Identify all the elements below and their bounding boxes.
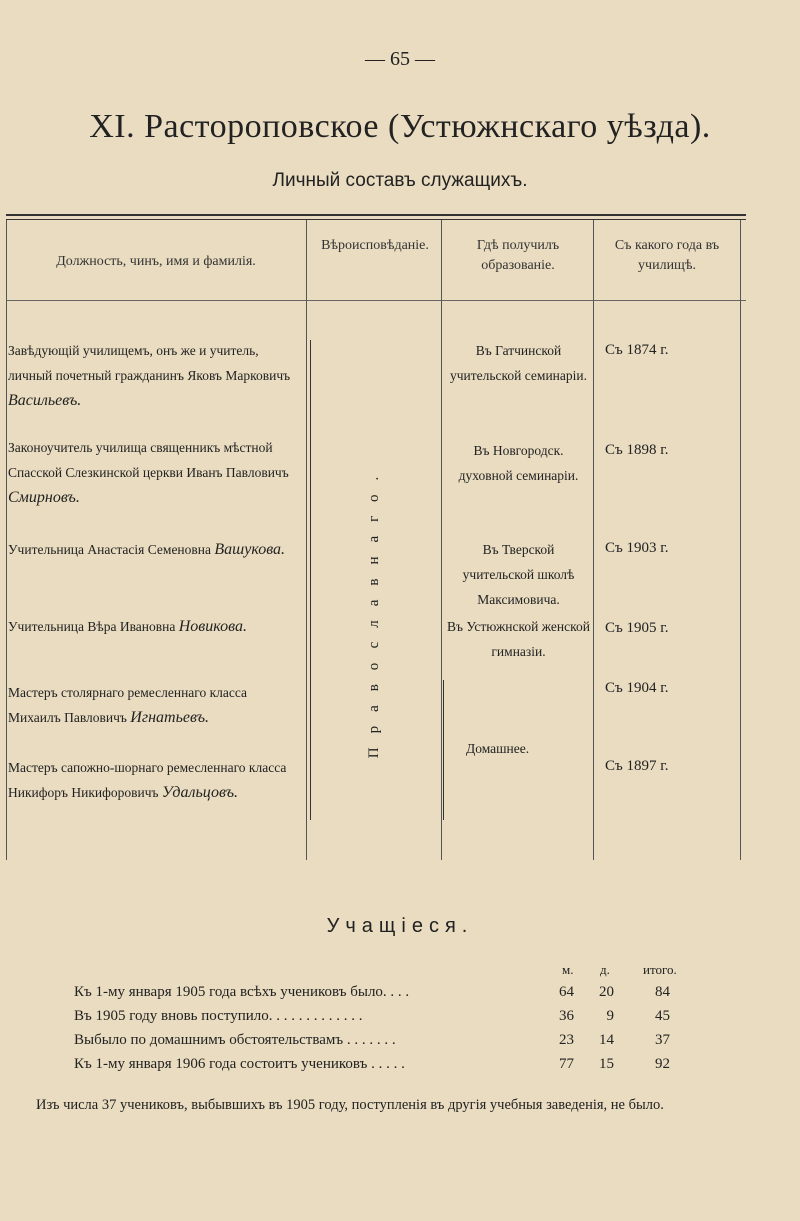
table-row-position (8, 614, 308, 639)
table-row-year: Съ 1904 г. (605, 680, 669, 696)
value-total: 37 (655, 1032, 670, 1048)
header-position: Должность, чинъ, имя и фамилія. (56, 254, 256, 269)
row-label: Въ 1905 году вновь поступило. . . . . . . . . . . . . (74, 1008, 363, 1024)
table-row-year: Съ 1898 г. (605, 442, 669, 458)
shared-education: Домашнее. (466, 741, 530, 756)
column-divider (306, 220, 307, 860)
value-total: 92 (655, 1056, 670, 1072)
role-text: Мастеръ сапожно-шорнаго ремесленнаго класса Никифоръ Никифоровичъ (8, 760, 287, 800)
students-title: Учащіеся. (326, 915, 474, 937)
table-row-education: Въ Устюжнской женской гимназіи. (447, 619, 590, 659)
role-text: Мастеръ столярнаго ремесленнаго класса Михаилъ Павловичъ (8, 685, 248, 725)
header-since: Съ какого года въ училищѣ. (614, 238, 720, 273)
role-text: Законоучитель училища священникъ мѣстной Спасской Слезкинской церкви Иванъ Павловичъ (8, 440, 289, 480)
value-total: 84 (655, 984, 670, 1000)
surname: Смирновъ. (8, 489, 80, 506)
education-brace (443, 680, 444, 820)
row-label: Выбыло по домашнимъ обстоятельствамъ . . . . . . . (74, 1032, 396, 1048)
role-text: Учительница Анастасія Семеновна (8, 542, 215, 557)
value-d: 15 (599, 1056, 614, 1072)
students-row (74, 1056, 714, 1080)
column-header-d: д. (600, 962, 610, 977)
section-subtitle: Личный составъ служащихъ. (272, 170, 528, 191)
table-left-border (6, 220, 7, 860)
value-m: 23 (559, 1032, 574, 1048)
table-row-position (8, 338, 298, 413)
table-header-rule (6, 300, 746, 301)
surname: Игнатьевъ. (130, 709, 209, 726)
table-row-year: Съ 1905 г. (605, 620, 669, 636)
value-m: 64 (559, 984, 574, 1000)
page-title: XI. Растороповское (Устюжнскаго уѣзда). (89, 108, 711, 145)
value-total: 45 (655, 1008, 670, 1024)
column-divider (593, 220, 594, 860)
value-m: 36 (559, 1008, 574, 1024)
table-row-position (8, 537, 298, 562)
surname: Удальцовъ. (161, 784, 238, 801)
table-top-rule-thin (6, 219, 746, 220)
column-header-total: итого. (643, 962, 677, 977)
table-row-education: Въ Новгородск. духовной семинаріи. (458, 443, 579, 483)
value-d: 14 (599, 1032, 614, 1048)
surname: Васильевъ. (8, 392, 82, 409)
table-row-education: Въ Гатчинской учительской семинаріи. (450, 343, 587, 383)
religion-vertical-label (360, 420, 390, 800)
students-row (74, 1032, 714, 1056)
table-row-position (8, 435, 298, 510)
table-row-education: Въ Тверской учительской школѣ Максимовича. (462, 542, 575, 607)
table-right-border (740, 220, 741, 860)
value-m: 77 (559, 1056, 574, 1072)
header-religion: Вѣроисповѣданіе. (321, 238, 429, 253)
students-row (74, 1008, 714, 1032)
surname: Новикова. (178, 618, 247, 635)
role-text: Завѣдующій училищемъ, онъ же и учитель, личный почетный гражданинъ Яковъ Марковичъ (8, 343, 291, 383)
students-row (74, 984, 714, 1008)
value-d: 20 (599, 984, 614, 1000)
table-top-rule (6, 214, 746, 216)
religion-value: Православнаго. (366, 462, 383, 758)
surname: Вашукова. (214, 541, 286, 558)
row-label: Къ 1-му января 1906 года состоитъ учениковъ . . . . . (74, 1056, 405, 1072)
table-row-year: Съ 1874 г. (605, 342, 669, 358)
page-number: — 65 — (365, 48, 435, 70)
religion-brace-left (310, 340, 311, 820)
value-d: 9 (606, 1008, 614, 1024)
table-row-position (8, 680, 298, 730)
table-row-year: Съ 1903 г. (605, 540, 669, 556)
students-note: Изъ числа 37 учениковъ, выбывшихъ въ 1905 году, поступленія въ другія учебныя заведенія, не было. (36, 1097, 664, 1113)
table-row-year: Съ 1897 г. (605, 758, 669, 774)
role-text: Учительница Вѣра Ивановна (8, 619, 179, 634)
table-row-position (8, 755, 298, 805)
header-education: Гдѣ получилъ образованіе. (476, 238, 560, 273)
column-header-m: м. (562, 962, 574, 977)
row-label: Къ 1-му января 1905 года всѣхъ учениковъ было. . . . (74, 984, 410, 1000)
column-divider (441, 220, 442, 860)
